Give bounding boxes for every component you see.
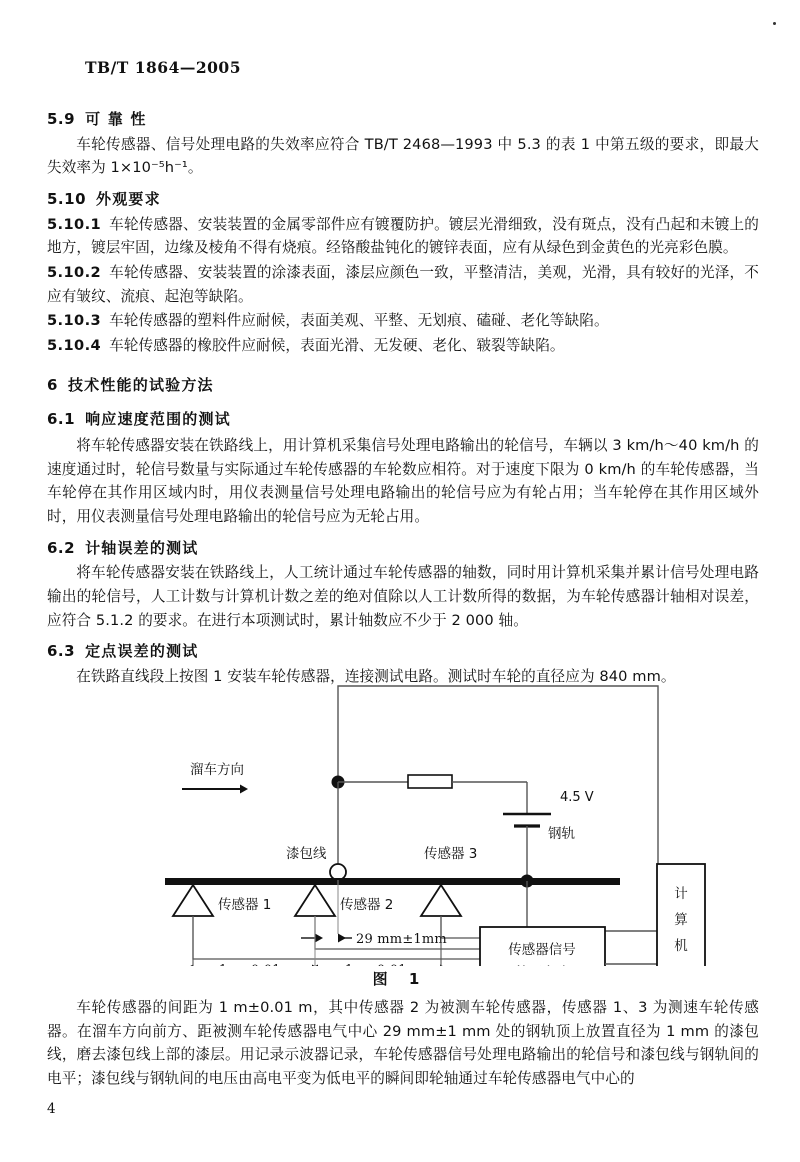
section-number: 5.9 <box>47 110 76 128</box>
figure-1-diagram <box>0 666 800 966</box>
signal-processing-label-line1: 传感器信号 <box>508 942 576 958</box>
paragraph-6-1: 将车轮传感器安装在铁路线上，用计算机采集信号处理电路输出的轮信号，车辆以 3 km/h～40 km/h 的速度通过时，轮信号数量与实际通过车轮传感器的车轮数应相符。对于速度下限为 0 km/h 的车轮传感器，当车轮停在其作用区域内时，用仪表测量信号处理电路输出的轮信号应为有轮占用；当车轮停在其作用区域外时，用仪表测量信号处理电路输出的轮信号应为无轮占用。 <box>47 437 759 526</box>
dim-29mm-label: 29 mm±1mm <box>356 932 447 947</box>
clause-number: 5.10.1 <box>47 215 102 233</box>
clause-5-10-2 <box>47 261 759 308</box>
sensor-1-triangle <box>173 885 213 916</box>
page-corner-dot <box>773 22 776 25</box>
section-number: 6.2 <box>47 538 76 557</box>
section-title: 响应速度范围的测试 <box>85 410 231 429</box>
section-number: 6 <box>47 375 58 394</box>
clause-number: 5.10.4 <box>47 336 102 354</box>
sensor-2-triangle <box>295 885 335 916</box>
signal-processing-label-line2 <box>515 964 569 966</box>
resistor-symbol <box>408 775 452 788</box>
sensor-3-label: 传感器 3 <box>424 846 478 862</box>
computer-label-char-2: 算 <box>674 912 688 928</box>
figure-caption: 图 1 <box>372 970 428 988</box>
document-body <box>47 100 759 690</box>
section-heading-5-10 <box>47 189 759 211</box>
paragraph-6-3: 在铁路直线段上按图 1 安装车轮传感器，连接测试电路。测试时车轮的直径应为 840 mm。 <box>76 668 676 686</box>
section-title: 外观要求 <box>96 190 161 209</box>
sensor-1-lead-to-circuit <box>193 949 480 959</box>
sensor-1-label: 传感器 1 <box>218 897 272 913</box>
section-heading-6-1 <box>47 409 759 431</box>
clause-text: 车轮传感器的塑料件应耐候，表面美观、平整、无划痕、磕碰、老化等缺陷。 <box>109 312 609 330</box>
section-title: 技术性能的试验方法 <box>67 375 214 394</box>
section-heading-6-2 <box>47 538 759 560</box>
clause-text: 车轮传感器、安装装置的涂漆表面，漆层应颜色一致，平整清洁，美观，光滑，具有较好的光泽，不应有皱纹、流痕、起泡等缺陷。 <box>47 264 759 305</box>
wire-top-loop <box>338 686 658 872</box>
dim-1m-left-label <box>219 963 293 966</box>
computer-label-char-3: 机 <box>674 938 688 954</box>
section-number: 5.10 <box>47 190 87 209</box>
sensor-2-label: 传感器 2 <box>340 897 394 913</box>
clause-5-10-1 <box>47 213 759 260</box>
clause-text: 车轮传感器的橡胶件应耐候，表面光滑、无发硬、老化、皲裂等缺陷。 <box>109 336 565 354</box>
figure-explanation <box>47 996 759 1092</box>
enamelled-wire-circle <box>330 864 346 880</box>
rail-line-right <box>520 878 620 885</box>
section-heading-6-3 <box>47 641 759 663</box>
computer-label-char-1: 计 <box>674 886 688 902</box>
tail-paragraph: 车轮传感器的间距为 1 m±0.01 m，其中传感器 2 为被测车轮传感器，传感器 1、3 为测速车轮传感器。在溜车方向前方、距被测车轮传感器电气中心 29 mm±1 mm 处的钢轨顶上放置直径为 1 mm 的漆包线，磨去漆包线上部的漆层。用记录示波器记录，车轮传感器信号处理电路输出的轮信号和漆包线与钢轨间的电平；漆包线与钢轨间的电压由高电平变为低电平的瞬间即轮轴通过车轮传感器电气中心的 <box>47 999 759 1087</box>
section-number: 6.3 <box>47 642 76 661</box>
clause-5-10-4 <box>47 334 759 358</box>
direction-label: 溜车方向 <box>190 762 244 778</box>
clause-text: 车轮传感器、安装装置的金属零部件应有镀覆防护。镀层光滑细致，没有斑点，没有凸起和未镀上的地方，镀层牢固，边缘及棱角不得有烧痕。经铬酸盐钝化的镀锌表面，应有从绿色到金黄色的光亮彩色膜。 <box>47 215 759 257</box>
paragraph-6-2: 将车轮传感器安装在铁路线上，人工统计通过车轮传感器的轴数，同时用计算机采集并累计信号处理电路输出的轮信号，人工计数与计算机计数之差的绝对值除以人工计数所得的数据，为车轮传感器计轴相对误差，应符合 5.1.2 的要求。在进行本项测试时，累计轴数应不少于 2 000 轴。 <box>47 564 759 629</box>
figure-1 <box>0 666 800 996</box>
section-title: 可 靠 性 <box>85 110 147 128</box>
standard-number-header: TB/T 1864—2005 <box>85 58 242 77</box>
section-heading-6 <box>47 375 759 397</box>
section-heading-5-9 <box>47 109 759 131</box>
rail-line-left <box>165 878 520 885</box>
section-title: 定点误差的测试 <box>85 642 199 661</box>
section-number: 6.1 <box>47 410 76 429</box>
sensor-3-triangle <box>421 885 461 916</box>
voltage-label: 4.5 V <box>560 790 594 805</box>
enamelled-wire-label: 漆包线 <box>286 846 327 862</box>
clause-5-10-3 <box>47 309 759 333</box>
clause-number: 5.10.2 <box>47 264 102 282</box>
page-number: 4 <box>47 1101 56 1117</box>
section-title: 计轴误差的测试 <box>85 538 199 557</box>
paragraph-5-9: 车轮传感器、信号处理电路的失效率应符合 TB/T 2468—1993 中 5.3 的表 1 中第五级的要求，即最大失效率为 1×10⁻⁵h⁻¹。 <box>47 135 759 177</box>
clause-number: 5.10.3 <box>47 312 102 330</box>
dim-1m-right-label <box>345 963 419 966</box>
rail-label: 钢轨 <box>548 826 575 842</box>
